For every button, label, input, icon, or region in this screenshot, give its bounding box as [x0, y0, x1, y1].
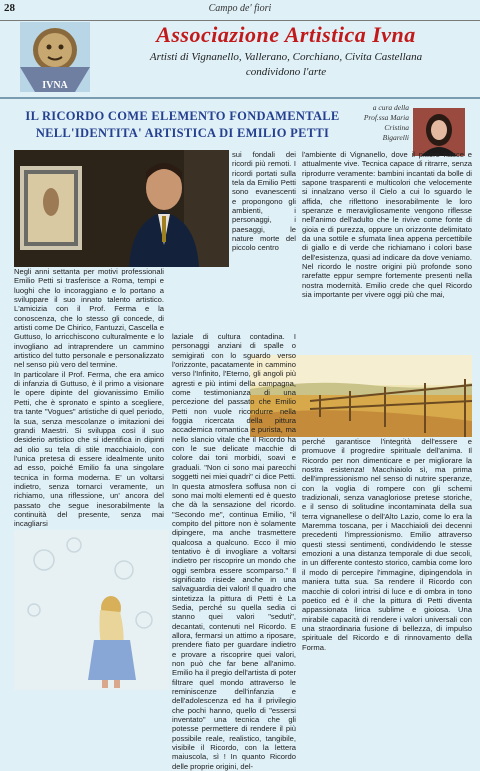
- col1-paragraph-1: Negli anni settanta per motivi professionali Emilio Petti si trasferisce a Roma, tempi e luoghi che lo incoraggiano e lo portano a sviluppare il suo innato talento artistico. L'amicizia con il Prof. Ferma e la conoscenza, che lo stesso gli concede, di artisti come De Chirico, Fantuzzi, Cascella e Guttuso, lo arricchiscono culturalmente e lo invogliano ad intraprendere un cammino artistico del tutto personale e personalizzato nel senso più vero del termine.: [14, 267, 164, 370]
- byline-line-2: Prof.ssa Maria: [363, 113, 409, 122]
- article-headline: [10, 108, 355, 142]
- masthead-divider: [0, 97, 480, 99]
- association-name: Associazione Artistica Ivna: [156, 22, 416, 47]
- col2-paragraph: laziale di cultura contadina. I personaggi anziani di spalle o semigirati con lo sguardo verso l'orizzonte, pacatamente in cammino verso l'Infinito, l'Eterno, gli angoli più agresti e più intimi della campagna, come testimonianza di una percezione del passato che Emilio Petti non vuole ricondurre nella foggia ricercata della pittura accademica romantica e purista, ma nello slancio vitale che il Ricordo ha con le sue delicate macchie di colore dai toni morbidi, soavi e graduali. "Non ci sono mai parecchi soggetti nei miei quadri" ci dice Petti. In questa atmosfera soffusa non ci sono mai molti elementi ed è questo che dà la sensazione del ricordo. "Secondo me", continua Emilio, "il compito del pittore non è solamente dipingere, ma anche trasmettere qualcosa a qualcuno. Ecco il mio tentativo è di invogliare a voltarsi indietro per riscoprire un mondo che oggi sembra essere scomparso." Il significato risiede anche in una salvaguardia dei valori! Il quadro che sintetizza la pittura di Petti è La Sedia, perché su quella sedia ci stanno quei valori "seduti", decantati, contenuti nel Ricordo. E allora, fermarsi un attimo a riposare, prendere fiato per guardare indietro e provare a riscoprire quei valori, non può che far bene all'animo. Emilio ha il pregio dell'artista di poter filtrare quel mondo attraverso le reminiscenze dell'infanzia e dell'adolescenza ed ha il privilegio che pochi hanno, quello di "essersi inventato" una tecnica che gli potesse permettere di rendere il più possibile reale, realistico, tangibile, visibile il Ricordo, con la lettera maiuscola, sì ! In quanto Ricordo delle proprie origini, del-: [172, 332, 296, 771]
- column-3-top-text: [302, 150, 472, 354]
- association-logo: [20, 22, 90, 92]
- column-3-text: [302, 437, 472, 690]
- column-2-top-text: [232, 150, 296, 332]
- byline-line-3: Cristina: [384, 123, 409, 132]
- painting-girl-bubbles: [14, 530, 169, 690]
- running-title: Campo de' fiori: [208, 3, 272, 14]
- page-header: [0, 0, 480, 21]
- author-portrait: [413, 108, 465, 156]
- headline-line-2: NELL'IDENTITA' ARTISTICA DI EMILIO PETTI: [35, 126, 330, 140]
- tagline: condividono l'arte: [245, 66, 327, 78]
- byline-line-4: Bigarelli: [382, 133, 409, 142]
- col3-paragraph: perché garantisce l'integrità dell'essere e promuove il progredire spirituale dell'anima. Il Ricordo per non dimenticare e per migliorare la nostra esistenza! Macchiaiolo sì, ma prima dell'impressionismo nel senso di nutrire speranze, con la voglia di rompere con gli schemi tradizionali, senza vanagloriose pretese storiche, e il senso di solitudine incontaminata della sua terra vignanellese o dell'Alto Lazio, come lo era la Maremma toscana, per i Macchiaioli dei decenni precedenti l'impressionismo. Emilio attraverso questi stessi sentimenti, condividendo le stesse emozioni a una distanza temporale di due secoli, in un differente contesto storico, cambia come loro il modo di percepire l'immagine, dipingendola in maniera tutta sua. Sa rendere il Ricordo con macchie di colori intrisi di luce e di ombra in tono poetico ed è il che la pittura di Petti diventa appassionata lirica sublime e gioiosa. Una mirabile capacità di rendere i valori universali con una straordinaria fusione di bellezza, di impulso spirituale del Ricordo e di rinnovamento della Forma.: [302, 437, 472, 652]
- column-1-text: [14, 267, 164, 529]
- column-2-text: [172, 332, 296, 771]
- page-number: 28: [4, 2, 15, 14]
- col2-top-paragraph: sui fondali dei ricordi più remoti. I ricordi portati sulla tela da Emilio Petti sono evanescenti e propongono gli ambienti, i personaggi, i paesaggi, le nature morte del piccolo centro: [232, 150, 296, 253]
- col1-paragraph-2: In particolare il Prof. Ferma, che era amico di infanzia di Guttuso, è il primo a visionare le opere dipinte del giovanissimo Emilio Petti, che è spronato e spinto a scegliere, tra tante "Vogues" artistiche di quel periodo, la sua, senza mescolanze o imitazioni dei grandi Maestri. Si sviluppa così il suo desiderio artistico che si identifica in dipinti ad olio su tela di stile macchiaiolo, con l'unica pretesa di essere idealmente unito ad esso, poiché Emilio fa una singolare tecnica in forma moderna. E' un voltarsi indietro, senza tornarci veramente, un richiamo, una riflessione, un' ancora del passato che segue inesorabilmente la continuità del presente, senza mai incagliarsi: [14, 369, 164, 529]
- logo-lettering: IVNA: [42, 80, 68, 91]
- col3-top-paragraph: l'ambiente di Vignanello, dove il pittore nasce e attualmente vive. Tecnica capace di ritrarre, senza riprodurre veramente: bambini incantati da bolle di sapone trasparenti e multicolori che velocemente si innalzano verso il Cielo a cui lo sguardo le affida, che riflettono inesorabilmente le loro speranze e meravigliosamente vengono riflesse nell'animo dell'adulto che le rivive come fonte di gioia e di purezza, oppure un orizzonte delimitato da una sottile e sfumata linea appena percettibile di giallo e di verde che richiamano i colori base dell'esistenza, quasi ad indicare da dove veniamo. Nel ricordo le nostre origini più profonde sono rarefatte eppur sempre fortemente presenti nella nostra modernità. Emilio crede che quel Ricordo sia importante per vivere oggi più che mai,: [302, 150, 472, 300]
- article-byline: [355, 103, 409, 143]
- artist-photo: [14, 150, 229, 267]
- artists-line: [96, 50, 476, 80]
- artists-towns: Artisti di Vignanello, Vallerano, Corchiano, Civita Castellana: [149, 51, 423, 63]
- byline-line-1: a cura della: [372, 103, 409, 112]
- headline-line-1: IL RICORDO COME ELEMENTO FONDAMENTALE: [25, 109, 340, 123]
